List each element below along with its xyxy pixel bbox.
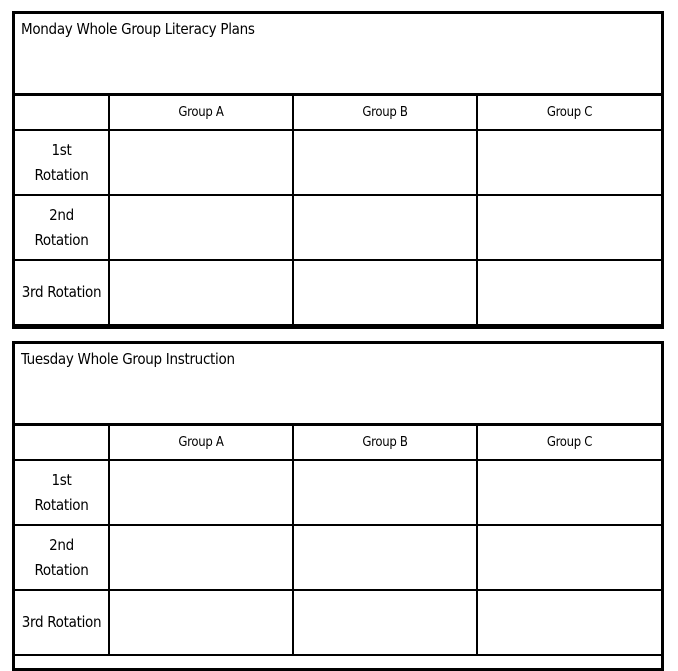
row-label-line1: 1st	[51, 140, 72, 159]
corner-cell	[15, 426, 109, 460]
row-label	[15, 460, 109, 525]
row-label-line1: 3rd Rotation	[21, 283, 102, 301]
cell-group-a[interactable]	[109, 260, 293, 325]
cell-group-b[interactable]	[293, 460, 477, 525]
row-label-line1: 2nd	[49, 535, 74, 554]
cell-group-b[interactable]	[293, 260, 477, 325]
cell-group-c[interactable]	[477, 525, 661, 590]
column-header-group-c: Group C	[477, 426, 661, 460]
cell-group-a[interactable]	[109, 195, 293, 260]
header-row	[15, 426, 661, 460]
rotation-row-3	[15, 260, 661, 325]
row-label-line1: 3rd Rotation	[21, 613, 102, 631]
row-label-line2: Rotation	[34, 230, 89, 249]
row-label-line2: Rotation	[34, 165, 89, 184]
cell-group-b[interactable]	[293, 130, 477, 195]
rotation-row-2	[15, 195, 661, 260]
rotation-grid	[15, 426, 661, 656]
cell-group-a[interactable]	[109, 460, 293, 525]
row-label	[15, 130, 109, 195]
cell-group-c[interactable]	[477, 460, 661, 525]
cell-group-b[interactable]	[293, 590, 477, 655]
cell-group-c[interactable]	[477, 260, 661, 325]
corner-cell	[15, 96, 109, 130]
row-label-line2: Rotation	[34, 495, 89, 514]
row-label	[15, 590, 109, 655]
cell-group-c[interactable]	[477, 590, 661, 655]
rotation-row-1	[15, 130, 661, 195]
row-label	[15, 195, 109, 260]
cell-group-a[interactable]	[109, 130, 293, 195]
header-row	[15, 96, 661, 130]
plan-title: Monday Whole Group Literacy Plans	[15, 14, 661, 96]
plan-title: Tuesday Whole Group Instruction	[15, 344, 661, 426]
column-header-group-a: Group A	[109, 96, 293, 130]
row-label	[15, 260, 109, 325]
rotation-row-2	[15, 525, 661, 590]
column-header-group-a: Group A	[109, 426, 293, 460]
cell-group-c[interactable]	[477, 130, 661, 195]
cell-group-b[interactable]	[293, 195, 477, 260]
row-label-line1: 2nd	[49, 205, 74, 224]
tuesday-plan-table	[12, 341, 664, 671]
cell-group-b[interactable]	[293, 525, 477, 590]
rotation-row-3	[15, 590, 661, 655]
column-header-group-c: Group C	[477, 96, 661, 130]
row-label	[15, 525, 109, 590]
row-label-line2: Rotation	[34, 560, 89, 579]
rotation-row-1	[15, 460, 661, 525]
column-header-group-b: Group B	[293, 426, 477, 460]
row-label-line1: 1st	[51, 470, 72, 489]
cell-group-c[interactable]	[477, 195, 661, 260]
cell-group-a[interactable]	[109, 525, 293, 590]
cell-group-a[interactable]	[109, 590, 293, 655]
rotation-grid	[15, 96, 661, 326]
column-header-group-b: Group B	[293, 96, 477, 130]
monday-plan-table	[12, 11, 664, 329]
